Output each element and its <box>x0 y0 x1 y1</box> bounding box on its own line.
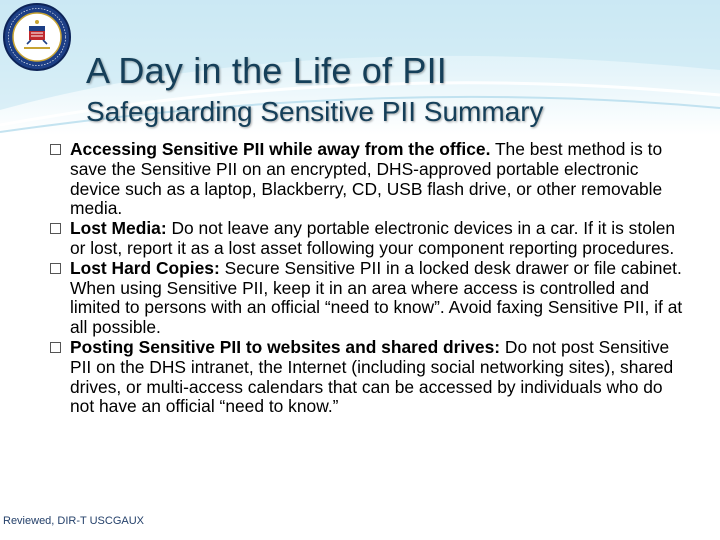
checkbox-bullet-icon <box>50 223 61 234</box>
bullet-text: The best method is to save the Sensitive PII on an encrypted, DHS-approved portable electronic device such as a laptop, Blackberry, CD, USB flash drive, or other removable media. <box>70 139 663 219</box>
bullet-text: Secure Sensitive PII in a locked desk drawer or file cabinet. When using Sensitive PII, keep it in an area where access is controlled and limited to persons with an official “need to know”. Avoid faxing Sensitive PII, if at all possible. <box>70 257 683 338</box>
bullet-item <box>50 219 690 259</box>
bullet-item <box>50 259 690 338</box>
summary-bullet-list <box>50 140 690 417</box>
slide-title: A Day in the Life of PII <box>86 50 448 91</box>
bullet-lead: Lost Hard Copies: <box>70 257 220 278</box>
bullet-text: Do not leave any portable electronic devices in a car. If it is stolen or lost, report it as a lost asset following your component reporting procedures. <box>70 218 676 258</box>
slide-footer: Reviewed, DIR-T USCGAUX <box>3 515 144 527</box>
bullet-item <box>50 338 690 417</box>
checkbox-bullet-icon <box>50 263 61 274</box>
checkbox-bullet-icon <box>50 144 61 155</box>
bullet-lead: Accessing Sensitive PII while away from the office. <box>70 139 491 159</box>
bullet-lead: Lost Media: <box>70 218 167 239</box>
auxiliary-seal-logo <box>2 2 72 72</box>
checkbox-bullet-icon <box>50 342 61 353</box>
bullet-item <box>50 140 690 219</box>
bullet-lead: Posting Sensitive PII to websites and shared drives: <box>70 336 501 357</box>
bullet-text: Do not post Sensitive PII on the DHS intranet, the Internet (including social networking sites), shared drives, or multi-access calendars that can be accessed by individuals who do not have an official “need to know.” <box>70 336 674 417</box>
slide-subtitle: Safeguarding Sensitive PII Summary <box>86 96 544 127</box>
